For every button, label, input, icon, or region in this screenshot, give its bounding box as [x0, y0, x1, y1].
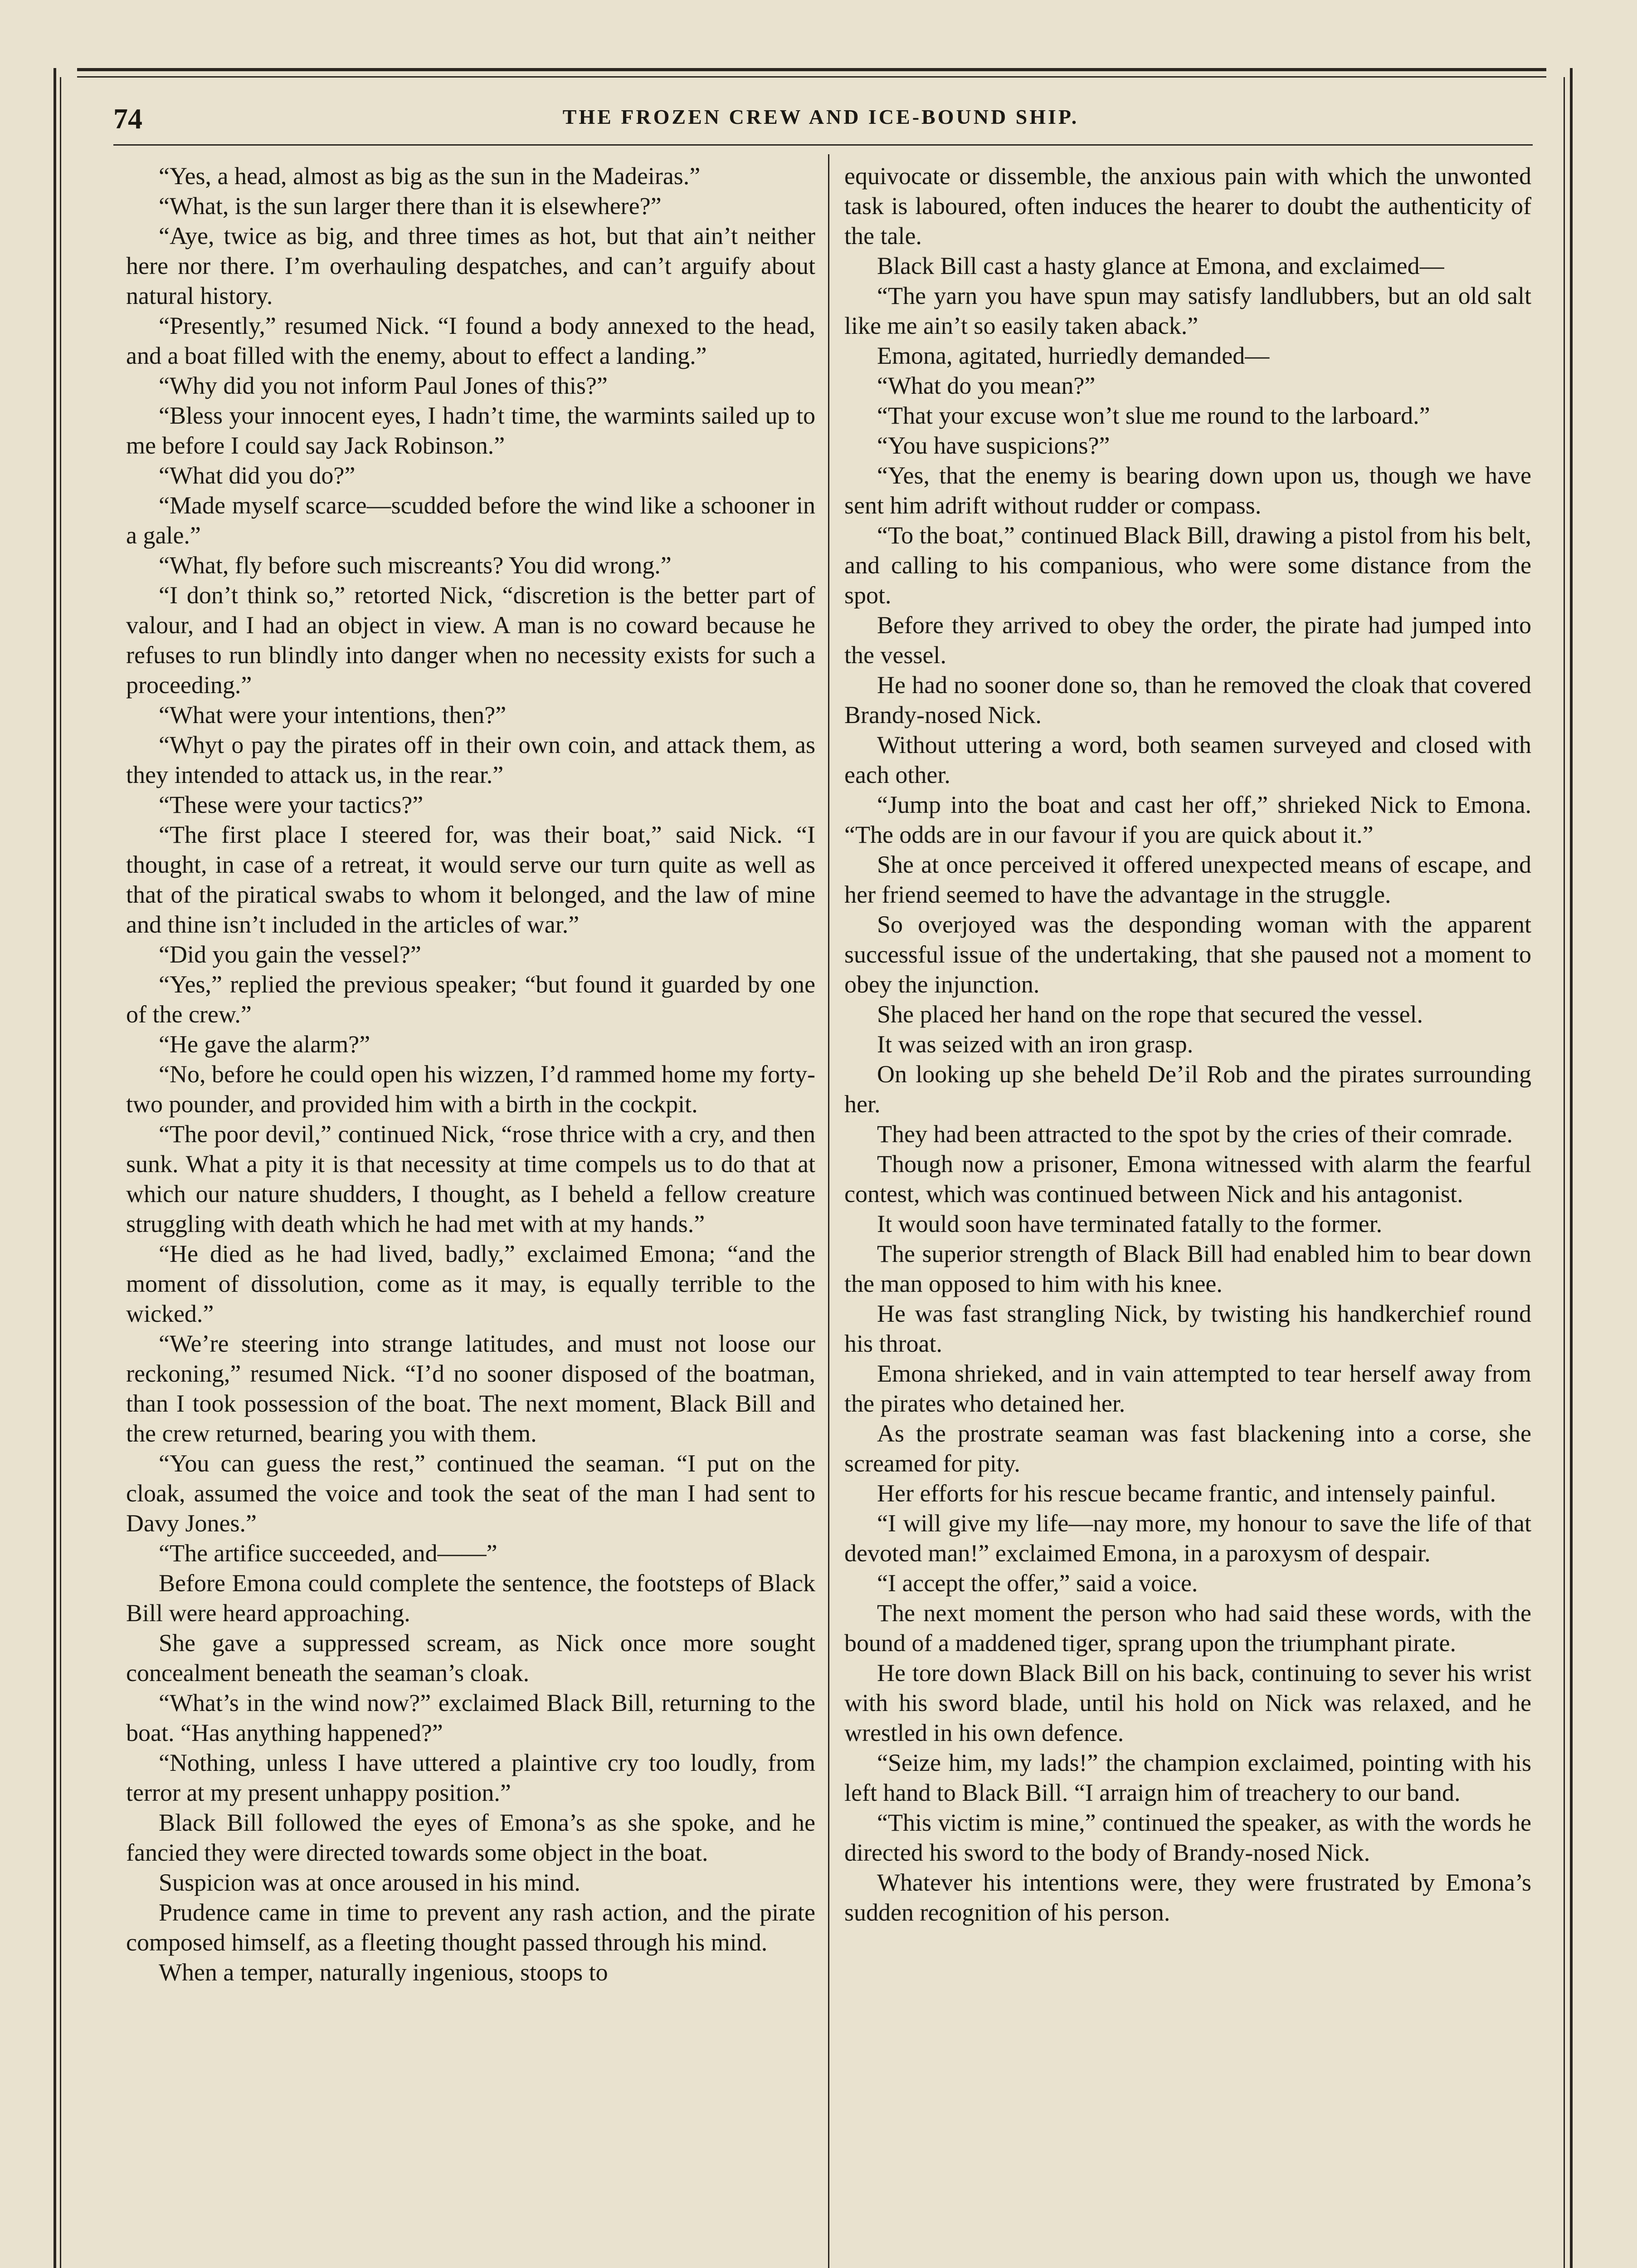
- paragraph: She at once perceived it offered unexpected means of escape, and her friend seemed to have the advantage in the struggle.: [844, 851, 1531, 908]
- right-rule-outer: [1570, 68, 1573, 2268]
- paragraph: “Nothing, unless I have uttered a plaintive cry too loudly, from terror at my present unhappy position.”: [126, 1749, 815, 1806]
- paragraph: “You can guess the rest,” continued the seaman. “I put on the cloak, assumed the voice and took the seat of the man I had sent to Davy Jones.”: [126, 1450, 815, 1537]
- paragraph: “We’re steering into strange latitudes, and must not loose our reckoning,” resumed Nick. “I’d no sooner disposed of the boatman, than I took possession of the boat. The next moment, Black Bill and the crew returned, bearing you with them.: [126, 1330, 815, 1447]
- paragraph: “Yes, a head, almost as big as the sun in the Madeiras.”: [159, 162, 701, 190]
- paragraph: The superior strength of Black Bill had enabled him to bear down the man opposed to him with his knee.: [844, 1240, 1531, 1297]
- paragraph: “The artifice succeeded, and——”: [159, 1540, 497, 1567]
- paragraph: “You have suspicions?”: [877, 432, 1110, 459]
- text-column-right: [844, 161, 1531, 2268]
- top-rule-inner: [77, 76, 1546, 78]
- paragraph: “I accept the offer,” said a voice.: [877, 1569, 1198, 1597]
- header-underline: [113, 144, 1533, 146]
- paragraph: Black Bill followed the eyes of Emona’s as she spoke, and he fancied they were directed towards some object in the boat.: [126, 1809, 815, 1866]
- right-rule-inner: [1564, 77, 1565, 2268]
- paragraph: Before Emona could complete the sentence, the footsteps of Black Bill were heard approaching.: [126, 1569, 815, 1627]
- paragraph: “What did you do?”: [159, 462, 356, 489]
- paragraph: So overjoyed was the desponding woman with the apparent successful issue of the undertaking, that she paused not a moment to obey the injunction.: [844, 911, 1531, 998]
- paragraph: It was seized with an iron grasp.: [877, 1031, 1194, 1058]
- paragraph: Whatever his intentions were, they were frustrated by Emona’s sudden recognition of his person.: [844, 1869, 1531, 1926]
- paragraph: They had been attracted to the spot by the cries of their comrade.: [877, 1120, 1513, 1148]
- paragraph: Suspicion was at once aroused in his mind.: [159, 1869, 580, 1896]
- paragraph: “He died as he had lived, badly,” exclaimed Emona; “and the moment of dissolution, come as it may, is equally terrible to the wicked.”: [126, 1240, 815, 1327]
- paragraph: Before they arrived to obey the order, the pirate had jumped into the vessel.: [844, 611, 1531, 669]
- text-column-left: [126, 161, 815, 2268]
- paragraph: When a temper, naturally ingenious, stoops to: [159, 1959, 608, 1986]
- top-rule-outer: [77, 68, 1546, 71]
- paragraph: “The poor devil,” continued Nick, “rose thrice with a cry, and then sunk. What a pity it is that necessity at time compels us to do that at which our nature shudders, I thought, as I beheld a fellow creature struggling with death which he had met with at my hands.”: [126, 1120, 815, 1237]
- paragraph: “This victim is mine,” continued the speaker, as with the words he directed his sword to the body of Brandy-nosed Nick.: [844, 1809, 1531, 1866]
- paragraph: “Seize him, my lads!” the champion exclaimed, pointing with his left hand to Black Bill. “I arraign him of treachery to our band.: [844, 1749, 1531, 1806]
- left-rule-inner: [60, 77, 61, 2268]
- paragraph: Though now a prisoner, Emona witnessed with alarm the fearful contest, which was continued between Nick and his antagonist.: [844, 1150, 1531, 1207]
- paragraph: The next moment the person who had said these words, with the bound of a maddened tiger, sprang upon the triumphant pirate.: [844, 1599, 1531, 1657]
- paragraph: She gave a suppressed scream, as Nick once more sought concealment beneath the seaman’s cloak.: [126, 1629, 815, 1686]
- paragraph: “What’s in the wind now?” exclaimed Black Bill, returning to the boat. “Has anything happened?”: [126, 1689, 815, 1746]
- paragraph: “The yarn you have spun may satisfy landlubbers, but an old salt like me ain’t so easily taken aback.”: [844, 282, 1531, 339]
- paragraph: “Yes, that the enemy is bearing down upon us, though we have sent him adrift without rudder or compass.: [844, 462, 1531, 519]
- paragraph: On looking up she beheld De’il Rob and the pirates surrounding her.: [844, 1061, 1531, 1118]
- paragraph: “I will give my life—nay more, my honour to save the life of that devoted man!” exclaimed Emona, in a paroxysm of despair.: [844, 1510, 1531, 1567]
- paragraph: “What, fly before such miscreants? You did wrong.”: [159, 552, 672, 579]
- paragraph: He had no sooner done so, than he removed the cloak that covered Brandy-nosed Nick.: [844, 671, 1531, 728]
- paragraph: “What, is the sun larger there than it is elsewhere?”: [159, 192, 662, 220]
- paragraph: “Made myself scarce—scudded before the wind like a schooner in a gale.”: [126, 492, 815, 549]
- paragraph: It would soon have terminated fatally to the former.: [877, 1210, 1383, 1237]
- paragraph: equivocate or dissemble, the anxious pain with which the unwonted task is laboured, often induces the hearer to doubt the authenticity of the tale.: [844, 162, 1531, 249]
- paragraph: “Aye, twice as big, and three times as hot, but that ain’t neither here nor there. I’m overhauling despatches, and can’t arguify about natural history.: [126, 222, 815, 309]
- paragraph: “Whyt o pay the pirates off in their own coin, and attack them, as they intended to attack us, in the rear.”: [126, 731, 815, 788]
- paragraph: “Why did you not inform Paul Jones of this?”: [159, 372, 608, 399]
- paragraph: He was fast strangling Nick, by twisting his handkerchief round his throat.: [844, 1300, 1531, 1357]
- paragraph: “That your excuse won’t slue me round to the larboard.”: [877, 402, 1430, 429]
- paragraph: “Did you gain the vessel?”: [159, 941, 421, 968]
- paragraph: “I don’t think so,” retorted Nick, “discretion is the better part of valour, and I had an object in view. A man is no coward because he refuses to run blindly into danger when no necessity exists for such a proceeding.”: [126, 582, 815, 699]
- paragraph: “Bless your innocent eyes, I hadn’t time, the warmints sailed up to me before I could say Jack Robinson.”: [126, 402, 815, 459]
- paragraph: “Yes,” replied the previous speaker; “but found it guarded by one of the crew.”: [126, 971, 815, 1028]
- paragraph: “To the boat,” continued Black Bill, drawing a pistol from his belt, and calling to his companious, who were some distance from the spot.: [844, 522, 1531, 609]
- left-rule-outer: [54, 68, 56, 2268]
- paragraph: She placed her hand on the rope that secured the vessel.: [877, 1001, 1423, 1028]
- paragraph: Emona, agitated, hurriedly demanded—: [877, 342, 1270, 369]
- paragraph: Prudence came in time to prevent any rash action, and the pirate composed himself, as a fleeting thought passed through his mind.: [126, 1899, 815, 1956]
- paragraph: Black Bill cast a hasty glance at Emona, and exclaimed—: [877, 252, 1444, 279]
- page-number: 74: [113, 103, 142, 135]
- paragraph: Without uttering a word, both seamen surveyed and closed with each other.: [844, 731, 1531, 788]
- paragraph: “These were your tactics?”: [159, 791, 424, 818]
- paragraph: Her efforts for his rescue became frantic, and intensely painful.: [877, 1480, 1496, 1507]
- paragraph: He tore down Black Bill on his back, continuing to sever his wrist with his sword blade, until his hold on Nick was relaxed, and he wrestled in his own defence.: [844, 1659, 1531, 1746]
- paragraph: “What do you mean?”: [877, 372, 1096, 399]
- column-divider: [828, 154, 829, 2268]
- running-title: THE FROZEN CREW AND ICE-BOUND SHIP.: [562, 105, 1079, 128]
- paragraph: “Jump into the boat and cast her off,” shrieked Nick to Emona. “The odds are in our favour if you are quick about it.”: [844, 791, 1531, 848]
- paragraph: “What were your intentions, then?”: [159, 701, 507, 728]
- running-header: [113, 102, 1528, 138]
- paragraph: “Presently,” resumed Nick. “I found a body annexed to the head, and a boat filled with the enemy, about to effect a landing.”: [126, 312, 815, 369]
- paragraph: “No, before he could open his wizzen, I’d rammed home my forty-two pounder, and provided him with a birth in the cockpit.: [126, 1061, 815, 1118]
- paragraph: Emona shrieked, and in vain attempted to tear herself away from the pirates who detained her.: [844, 1360, 1531, 1417]
- paragraph: “He gave the alarm?”: [159, 1031, 370, 1058]
- paragraph: “The first place I steered for, was their boat,” said Nick. “I thought, in case of a retreat, it would serve our turn quite as well as that of the piratical swabs to whom it belonged, and the law of mine and thine isn’t included in the articles of war.”: [126, 821, 815, 938]
- paragraph: As the prostrate seaman was fast blackening into a corse, she screamed for pity.: [844, 1420, 1531, 1477]
